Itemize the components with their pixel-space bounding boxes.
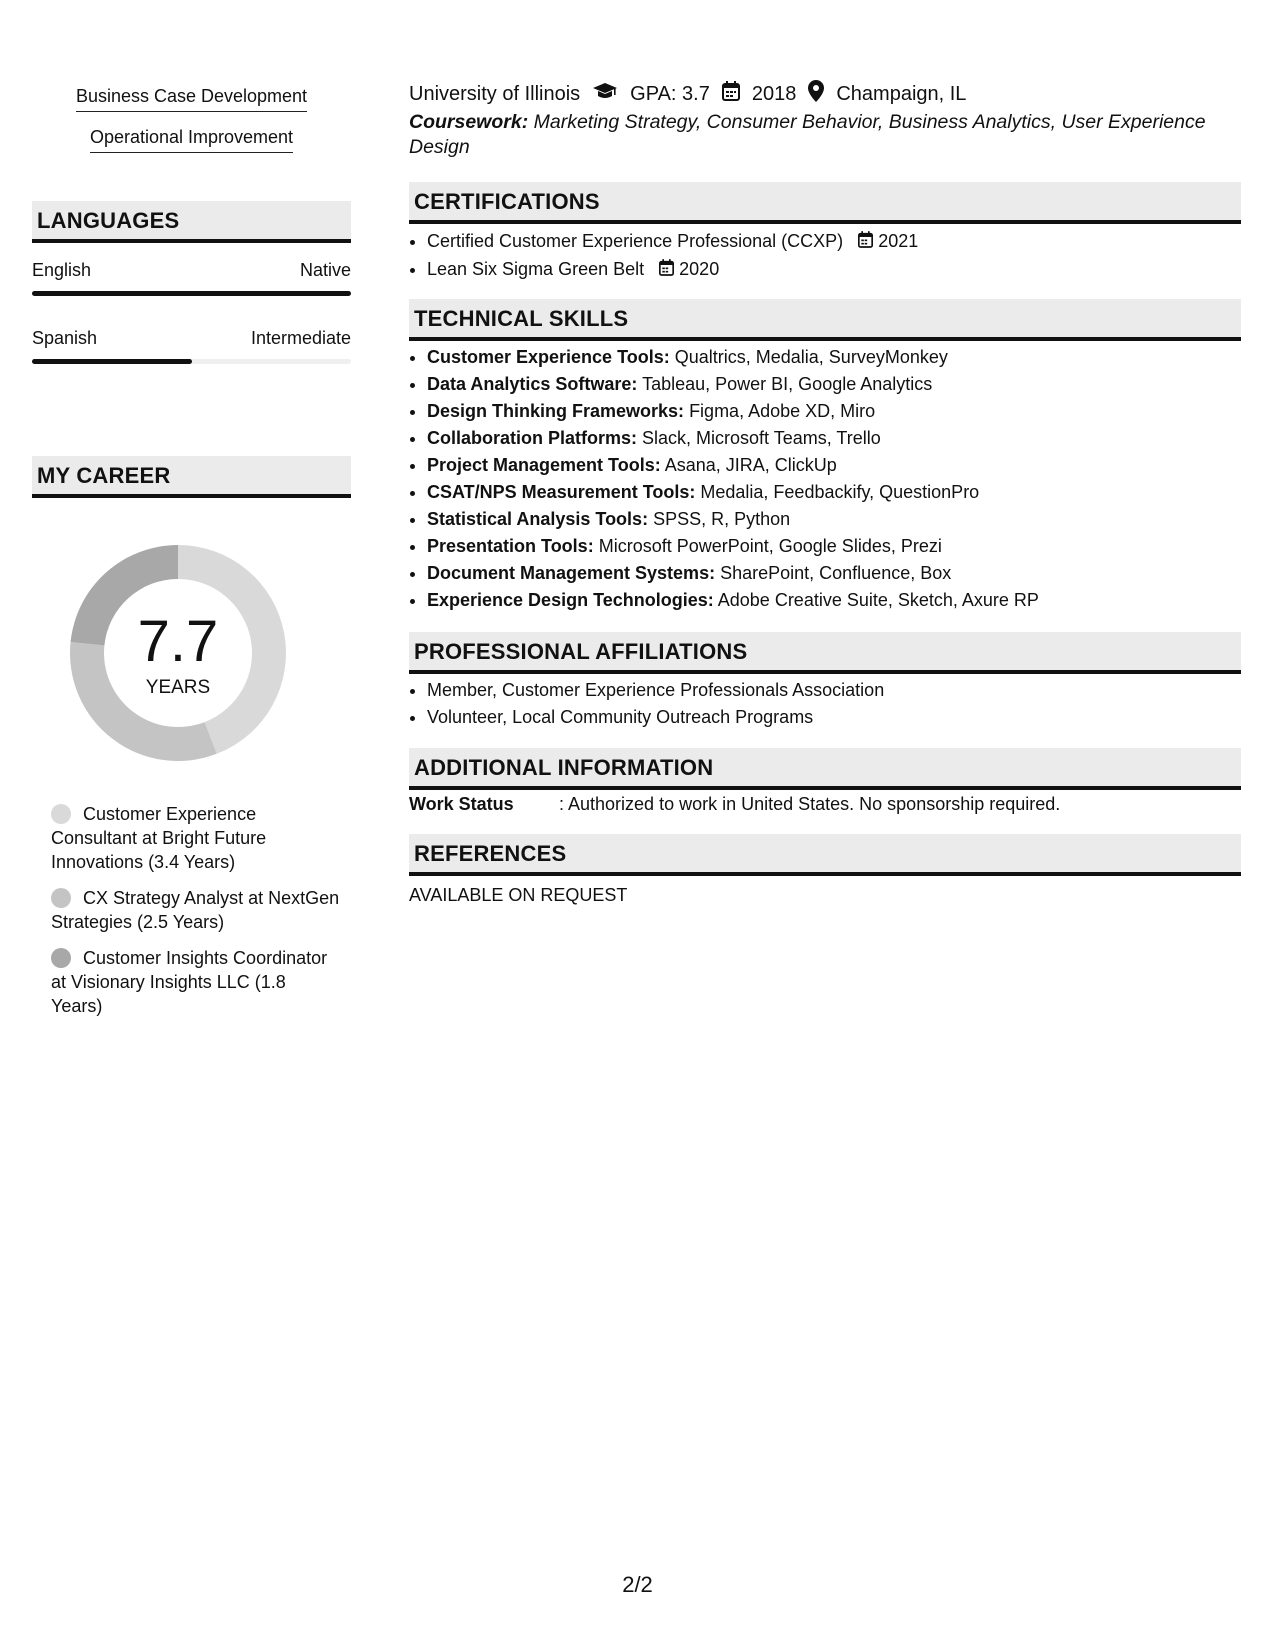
language-level: Intermediate	[250, 328, 351, 348]
certifications-list	[409, 228, 1237, 284]
calendar-icon	[722, 81, 740, 107]
language-level: Native	[299, 260, 351, 280]
career-total-number: 7.7	[137, 609, 219, 674]
skill-tags	[32, 86, 351, 168]
skill-category: CSAT/NPS Measurement Tools:	[427, 482, 696, 502]
graduation-cap-icon	[592, 82, 618, 106]
map-pin-icon	[808, 80, 824, 108]
technical-skills-list	[409, 344, 1237, 614]
skill-values: Adobe Creative Suite, Sketch, Axure RP	[717, 590, 1039, 610]
language-name: English	[32, 260, 92, 280]
career-legend	[51, 802, 341, 1030]
certification-year: 2021	[878, 231, 919, 251]
career-total	[66, 541, 290, 765]
certification-year: 2020	[679, 258, 720, 279]
list-item	[427, 256, 1237, 284]
language-english	[32, 260, 351, 296]
language-bar	[32, 359, 351, 364]
legend-text: Customer Experience Consultant at Bright Future Innovations (3.4 Years)	[51, 804, 267, 872]
list-item	[427, 228, 1237, 256]
certification-name: Certified Customer Experience Professional (CCXP)	[427, 231, 844, 251]
skill-values: Asana, JIRA, ClickUp	[664, 455, 837, 475]
skill-category: Presentation Tools:	[427, 536, 594, 556]
skill-category: Data Analytics Software:	[427, 374, 638, 394]
list-item	[427, 344, 1237, 371]
work-status-label: Work Status	[409, 794, 514, 814]
school-name: University of Illinois	[409, 82, 581, 105]
skill-category: Collaboration Platforms:	[427, 428, 638, 448]
skill-category: Statistical Analysis Tools:	[427, 509, 649, 529]
skill-values: Slack, Microsoft Teams, Trello	[642, 428, 881, 448]
list-item	[427, 587, 1237, 614]
list-item	[427, 371, 1237, 398]
skill-category: Project Management Tools:	[427, 455, 661, 475]
career-legend-item	[51, 946, 341, 1018]
references-text: AVAILABLE ON REQUEST	[409, 885, 628, 905]
skill-values: SharePoint, Confluence, Box	[720, 563, 952, 583]
legend-text: Customer Insights Coordinator at Visionary Insights LLC (1.8 Years)	[51, 948, 328, 1016]
career-total-unit: YEARS	[145, 677, 211, 698]
skill-category: Document Management Systems:	[427, 563, 716, 583]
legend-dot	[51, 888, 71, 908]
gpa: GPA: 3.7	[630, 82, 710, 105]
coursework-list: Marketing Strategy, Consumer Behavior, Business Analytics, User Experience Design	[409, 111, 1206, 158]
career-legend-item	[51, 802, 341, 874]
career-heading: MY CAREER	[32, 456, 351, 498]
skill-values: Qualtrics, Medalia, SurveyMonkey	[674, 347, 948, 367]
language-bar-fill	[32, 359, 192, 364]
coursework	[409, 110, 1241, 160]
graduation-year: 2018	[751, 82, 797, 105]
skill-tag: Operational Improvement	[90, 127, 293, 153]
affiliations-list	[409, 677, 1237, 731]
skill-values: Microsoft PowerPoint, Google Slides, Prezi	[598, 536, 942, 556]
career-legend-item	[51, 886, 341, 934]
language-name: Spanish	[32, 328, 98, 348]
list-item	[427, 479, 1237, 506]
technical-skills-heading: TECHNICAL SKILLS	[409, 299, 1241, 341]
certifications-heading: CERTIFICATIONS	[409, 182, 1241, 224]
skill-values: Medalia, Feedbackify, QuestionPro	[700, 482, 980, 502]
skill-category: Design Thinking Frameworks:	[427, 401, 685, 421]
work-status-value: : Authorized to work in United States. No sponsorship required.	[559, 794, 1061, 814]
language-bar-fill	[32, 291, 351, 296]
skill-values: Figma, Adobe XD, Miro	[689, 401, 876, 421]
skill-category: Customer Experience Tools:	[427, 347, 670, 367]
list-item	[427, 398, 1237, 425]
skill-values: SPSS, R, Python	[653, 509, 791, 529]
language-bar	[32, 291, 351, 296]
page-number: 2/2	[622, 1572, 653, 1597]
list-item: • Member, Customer Experience Professionals Association	[427, 677, 1237, 704]
list-item: • Volunteer, Local Community Outreach Programs	[427, 704, 1237, 731]
references-heading: REFERENCES	[409, 834, 1241, 876]
language-spanish	[32, 328, 351, 364]
work-status	[409, 794, 1060, 815]
education-line	[409, 80, 966, 108]
calendar-icon	[858, 229, 873, 256]
skill-category: Experience Design Technologies:	[427, 590, 714, 610]
skill-values: Tableau, Power BI, Google Analytics	[642, 374, 933, 394]
list-item	[427, 452, 1237, 479]
additional-info-heading: ADDITIONAL INFORMATION	[409, 748, 1241, 790]
certification-name: Lean Six Sigma Green Belt	[427, 258, 645, 279]
affiliations-heading: PROFESSIONAL AFFILIATIONS	[409, 632, 1241, 674]
languages-heading: LANGUAGES	[32, 201, 351, 243]
list-item	[427, 560, 1237, 587]
calendar-icon	[659, 257, 674, 284]
location: Champaign, IL	[836, 82, 967, 105]
list-item	[427, 425, 1237, 452]
coursework-label: Coursework:	[409, 111, 529, 133]
list-item	[427, 533, 1237, 560]
list-item	[427, 506, 1237, 533]
skill-tag: Business Case Development	[76, 86, 307, 112]
legend-dot	[51, 948, 71, 968]
legend-text: CX Strategy Analyst at NextGen Strategies (2.5 Years)	[51, 888, 340, 932]
legend-dot	[51, 804, 71, 824]
